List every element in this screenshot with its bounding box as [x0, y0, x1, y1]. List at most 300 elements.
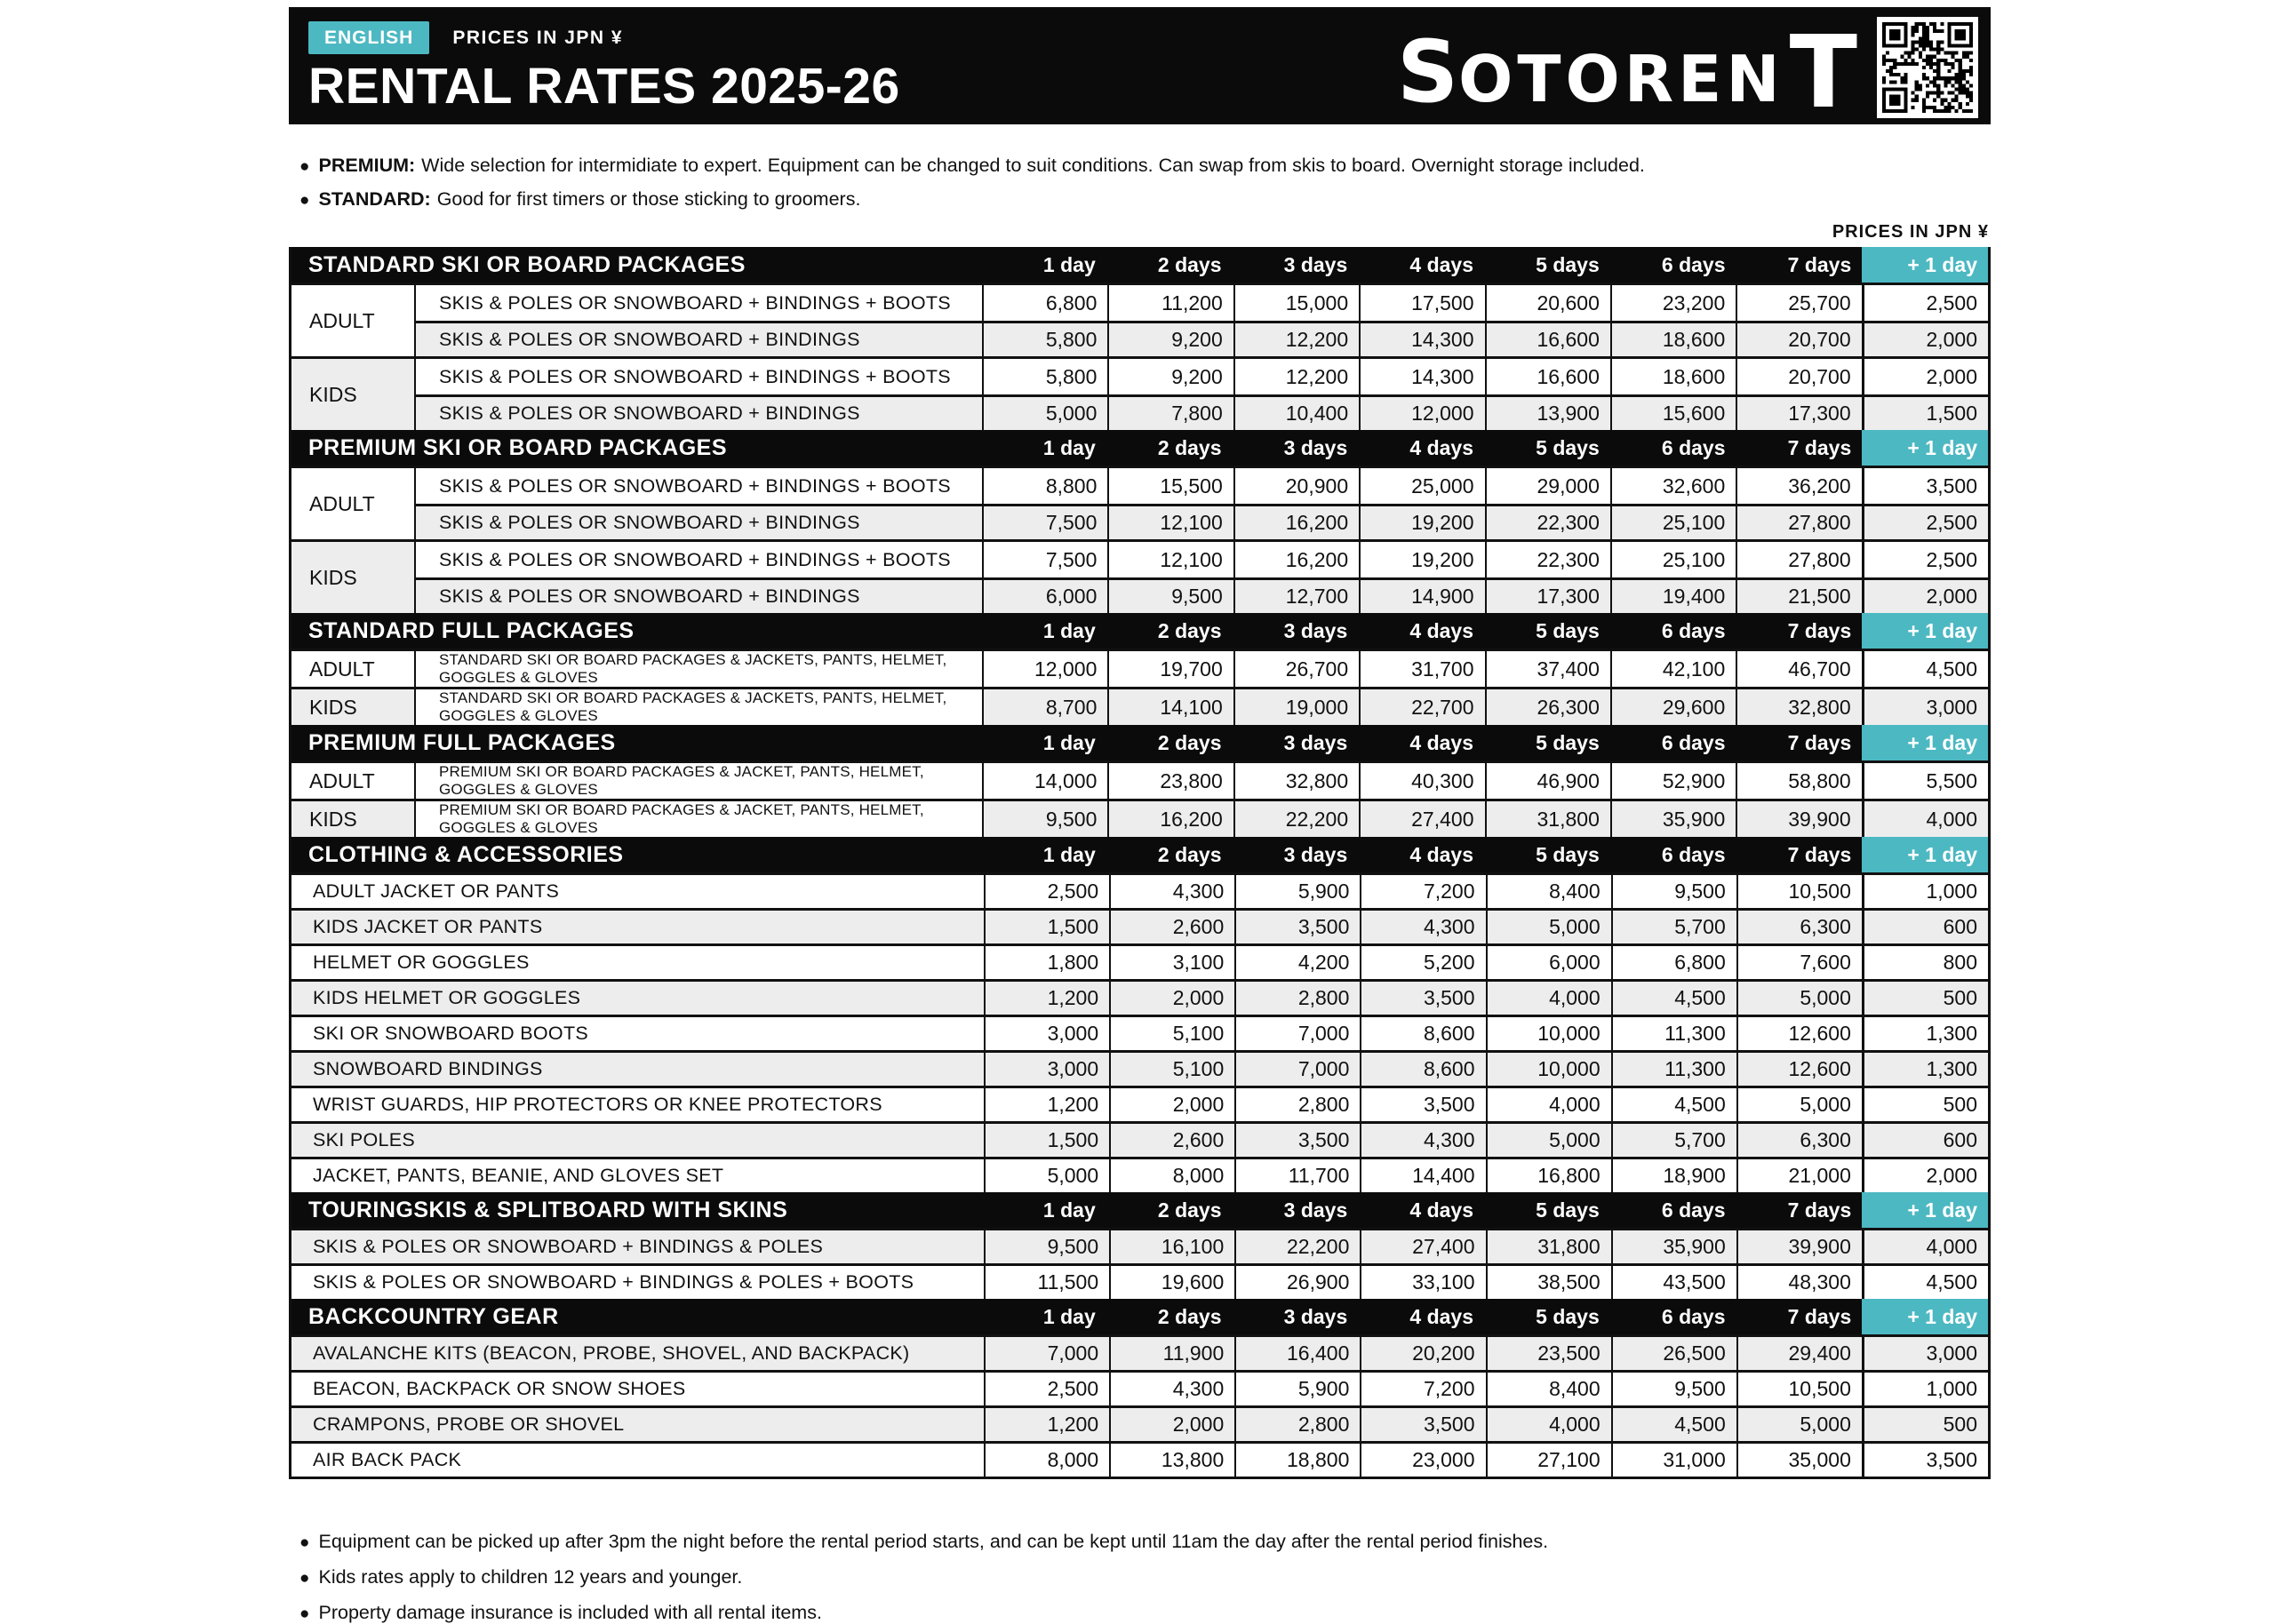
price-cell: 4,300 [1109, 1373, 1234, 1405]
price-cell: 27,800 [1736, 506, 1861, 539]
day-column-header: 6 days [1661, 618, 1726, 642]
price-cell: 25,700 [1736, 285, 1861, 321]
price-cell: 6,300 [1736, 911, 1862, 943]
price-cell: 4,000 [1486, 1088, 1611, 1121]
price-cell: 11,300 [1611, 1053, 1736, 1086]
section-title: CLOTHING & ACCESSORIES [308, 841, 624, 867]
item-description: HELMET OR GOGGLES [313, 951, 530, 973]
price-cell: 6,000 [982, 580, 1107, 613]
item-description: KIDS JACKET OR PANTS [291, 911, 984, 943]
price-cell: 2,000 [1862, 359, 1988, 394]
day-column-header: 5 days [1536, 435, 1600, 459]
footnote-line [299, 1566, 1991, 1588]
price-cell: 23,200 [1610, 285, 1736, 321]
table-section [291, 430, 1988, 613]
price-cell: 8,000 [1109, 1159, 1234, 1192]
item-description: PREMIUM SKI OR BOARD PACKAGES & JACKET, PANTS, HELMET, GOGGLES & GLOVES [416, 801, 982, 837]
day-column-header: + 1 day [1862, 430, 1988, 466]
rate-row [291, 979, 1988, 1015]
price-cell: 27,800 [1736, 542, 1861, 577]
legend-line [299, 188, 1991, 211]
price-cell: 2,000 [1109, 1408, 1234, 1441]
age-group-rows [416, 285, 1988, 356]
item-description: BEACON, BACKPACK OR SNOW SHOES [313, 1378, 686, 1399]
price-cell: 8,700 [982, 689, 1107, 725]
price-cell: 40,300 [1359, 763, 1484, 799]
price-cell: 19,000 [1233, 689, 1359, 725]
table-currency-label: PRICES IN JPN ¥ [1832, 222, 1989, 242]
price-cell: 37,400 [1485, 651, 1610, 687]
price-cell: 5,000 [1486, 1124, 1611, 1157]
rate-row [291, 1086, 1988, 1121]
price-cell: 5,000 [1486, 911, 1611, 943]
day-column-header: + 1 day [1862, 1192, 1988, 1228]
price-cell: 32,800 [1736, 689, 1861, 725]
price-cell: 5,000 [984, 1159, 1109, 1192]
price-cell: 600 [1862, 911, 1988, 943]
age-group [291, 687, 1988, 725]
day-column-header: 7 days [1787, 435, 1852, 459]
price-cell: 27,100 [1486, 1444, 1611, 1477]
rate-row [416, 359, 1988, 394]
price-cell: 5,000 [1736, 1408, 1862, 1441]
rate-row [291, 1370, 1988, 1405]
age-group-label: ADULT [291, 468, 416, 539]
price-cell: 4,300 [1360, 911, 1485, 943]
price-cell: 16,200 [1233, 542, 1359, 577]
price-cell: 32,600 [1610, 468, 1736, 504]
age-group-label: ADULT [291, 651, 416, 687]
footnote-line [299, 1531, 1991, 1553]
day-column-header: 1 day [1042, 252, 1096, 276]
price-cell: 17,300 [1736, 397, 1861, 430]
price-cell: 35,000 [1736, 1444, 1862, 1477]
price-cell: 7,800 [1107, 397, 1233, 430]
item-description: SKIS & POLES OR SNOWBOARD + BINDINGS + BOOTS [439, 291, 951, 314]
price-cell: 20,700 [1736, 359, 1861, 394]
section-header [291, 1192, 1988, 1228]
section-header [291, 613, 1988, 649]
item-description: SKI POLES [291, 1124, 984, 1157]
day-column-header: 2 days [1157, 618, 1222, 642]
price-cell: 10,000 [1486, 1017, 1611, 1050]
bullet-icon [299, 1566, 318, 1588]
price-cell: 20,200 [1360, 1337, 1485, 1370]
price-cell: 600 [1862, 1124, 1988, 1157]
price-cell: 2,000 [1862, 580, 1988, 613]
price-cell: 9,500 [1611, 1373, 1736, 1405]
header-right [1397, 15, 1982, 131]
age-group-label: KIDS [291, 689, 416, 725]
price-cell: 12,100 [1107, 542, 1233, 577]
day-column-header: 6 days [1661, 1198, 1726, 1222]
age-group [291, 539, 1988, 613]
price-cell: 11,300 [1611, 1017, 1736, 1050]
item-description: SKI OR SNOWBOARD BOOTS [313, 1023, 589, 1044]
price-cell: 17,300 [1485, 580, 1610, 613]
price-cell: 20,600 [1485, 285, 1610, 321]
day-column-header: 2 days [1157, 730, 1222, 754]
brand-letters: OTOREN [1458, 42, 1784, 116]
day-column-header: 5 days [1536, 730, 1600, 754]
price-cell: 2,000 [1862, 323, 1988, 356]
price-cell: 800 [1862, 946, 1988, 979]
day-column-header: 5 days [1536, 842, 1600, 866]
item-description: AIR BACK PACK [313, 1449, 462, 1470]
footnote-text: Kids rates apply to children 12 years and younger. [318, 1566, 743, 1588]
day-column-header: 4 days [1409, 1304, 1473, 1328]
price-cell: 2,800 [1234, 1408, 1360, 1441]
currency-note: PRICES IN JPN ¥ [452, 27, 624, 48]
rate-row [416, 763, 1988, 799]
price-cell: 5,700 [1611, 1124, 1736, 1157]
day-column-header: 6 days [1661, 1304, 1726, 1328]
price-cell: 9,500 [982, 801, 1107, 837]
age-group-rows [416, 763, 1988, 799]
price-cell: 4,000 [1862, 1230, 1988, 1263]
price-cell: 22,700 [1359, 689, 1484, 725]
price-cell: 19,200 [1359, 542, 1484, 577]
section-header [291, 247, 1988, 283]
price-cell: 8,600 [1360, 1053, 1485, 1086]
item-description: SNOWBOARD BINDINGS [291, 1053, 984, 1086]
badge-row [308, 21, 900, 54]
day-column-header: 1 day [1042, 1304, 1096, 1328]
price-cell: 2,500 [1862, 285, 1988, 321]
rate-row [416, 285, 1988, 321]
item-description: STANDARD SKI OR BOARD PACKAGES & JACKETS, PANTS, HELMET, GOGGLES & GLOVES [416, 689, 982, 725]
day-column-header: 2 days [1157, 842, 1222, 866]
price-cell: 12,700 [1233, 580, 1359, 613]
price-cell: 18,600 [1610, 323, 1736, 356]
price-cell: 4,500 [1611, 1088, 1736, 1121]
day-column-header: 1 day [1042, 618, 1096, 642]
table-section [291, 247, 1988, 430]
price-cell: 10,500 [1736, 1373, 1862, 1405]
header-left [308, 18, 900, 117]
section-title: TOURINGSKIS & SPLITBOARD WITH SKINS [308, 1197, 788, 1222]
price-cell: 1,200 [984, 1088, 1109, 1121]
price-cell: 3,500 [1862, 468, 1988, 504]
item-description: SKIS & POLES OR SNOWBOARD + BINDINGS + BOOTS [439, 548, 951, 570]
item-description: CRAMPONS, PROBE OR SHOVEL [291, 1408, 984, 1441]
item-description: SKIS & POLES OR SNOWBOARD + BINDINGS [416, 506, 982, 539]
day-column-header: + 1 day [1862, 247, 1988, 283]
price-cell: 4,500 [1611, 1408, 1736, 1441]
price-cell: 16,100 [1109, 1230, 1234, 1263]
day-column-header: 3 days [1283, 1198, 1348, 1222]
rate-row [291, 1405, 1988, 1441]
price-cell: 19,200 [1359, 506, 1484, 539]
price-cell: 6,800 [982, 285, 1107, 321]
price-cell: 27,400 [1360, 1230, 1485, 1263]
price-cell: 7,500 [982, 506, 1107, 539]
rental-rates-sheet [0, 7, 2275, 1623]
day-column-header: 6 days [1661, 252, 1726, 276]
price-cell: 26,900 [1234, 1266, 1360, 1299]
price-cell: 3,000 [1862, 689, 1988, 725]
price-cell: 10,500 [1736, 875, 1862, 908]
age-group-label: KIDS [291, 542, 416, 613]
price-cell: 22,200 [1234, 1230, 1360, 1263]
price-cell: 21,500 [1736, 580, 1861, 613]
age-group-rows [416, 689, 1988, 725]
table-section [291, 837, 1988, 1192]
price-cell: 43,500 [1611, 1266, 1736, 1299]
day-column-header: 3 days [1283, 618, 1348, 642]
price-cell: 16,200 [1233, 506, 1359, 539]
price-cell: 1,300 [1862, 1053, 1988, 1086]
section-title: BACKCOUNTRY GEAR [308, 1303, 559, 1329]
price-cell: 5,700 [1611, 911, 1736, 943]
item-description: JACKET, PANTS, BEANIE, AND GLOVES SET [313, 1165, 724, 1186]
legend-line [299, 155, 1991, 177]
age-group [291, 760, 1988, 799]
price-cell: 11,700 [1234, 1159, 1360, 1192]
price-cell: 2,000 [1109, 1088, 1234, 1121]
day-column-header: 3 days [1283, 435, 1348, 459]
price-cell: 7,600 [1736, 946, 1862, 979]
day-column-header: 7 days [1787, 1304, 1852, 1328]
price-cell: 7,000 [1234, 1053, 1360, 1086]
rate-row [416, 577, 1988, 613]
price-cell: 8,400 [1486, 1373, 1611, 1405]
rate-row [291, 1263, 1988, 1299]
day-column-header: 7 days [1787, 252, 1852, 276]
price-cell: 11,200 [1107, 285, 1233, 321]
price-cell: 1,500 [984, 911, 1109, 943]
price-cell: 2,000 [1862, 1159, 1988, 1192]
age-group [291, 799, 1988, 837]
legend [299, 155, 1991, 211]
price-cell: 3,500 [1234, 1124, 1360, 1157]
price-cell: 3,000 [984, 1017, 1109, 1050]
price-cell: 16,400 [1234, 1337, 1360, 1370]
price-cell: 27,400 [1359, 801, 1484, 837]
price-cell: 500 [1862, 1088, 1988, 1121]
rate-row [416, 542, 1988, 577]
price-cell: 12,100 [1107, 506, 1233, 539]
price-cell: 25,000 [1359, 468, 1484, 504]
price-cell: 8,000 [984, 1444, 1109, 1477]
legend-term: STANDARD: [318, 188, 431, 210]
price-cell: 14,300 [1359, 359, 1484, 394]
price-cell: 20,900 [1233, 468, 1359, 504]
price-cell: 14,400 [1360, 1159, 1485, 1192]
price-cell: 22,300 [1485, 506, 1610, 539]
day-column-header: + 1 day [1862, 613, 1988, 649]
price-cell: 29,600 [1610, 689, 1736, 725]
age-group-rows [416, 801, 1988, 837]
day-column-header: 7 days [1787, 1198, 1852, 1222]
rate-row [416, 504, 1988, 539]
price-cell: 31,000 [1611, 1444, 1736, 1477]
footnote-line [299, 1602, 1991, 1624]
price-cell: 11,500 [984, 1266, 1109, 1299]
day-column-header: 3 days [1283, 730, 1348, 754]
day-column-header: 5 days [1536, 1304, 1600, 1328]
day-column-header: 4 days [1409, 1198, 1473, 1222]
age-group-rows [416, 468, 1988, 539]
item-description: STANDARD SKI OR BOARD PACKAGES & JACKETS, PANTS, HELMET, GOGGLES & GLOVES [439, 651, 947, 686]
day-column-header: 5 days [1536, 618, 1600, 642]
price-cell: 3,500 [1360, 982, 1485, 1015]
price-cell: 1,800 [984, 946, 1109, 979]
price-cell: 29,400 [1736, 1337, 1862, 1370]
page-title: RENTAL RATES 2025-26 [308, 58, 900, 115]
price-cell: 500 [1862, 982, 1988, 1015]
age-group-label: KIDS [291, 359, 416, 430]
item-description: WRIST GUARDS, HIP PROTECTORS OR KNEE PROTECTORS [313, 1094, 882, 1115]
price-cell: 2,500 [1862, 542, 1988, 577]
price-cell: 25,100 [1610, 542, 1736, 577]
day-column-header: 6 days [1661, 435, 1726, 459]
price-cell: 4,000 [1486, 982, 1611, 1015]
rate-row [291, 1050, 1988, 1086]
price-cell: 1,000 [1862, 875, 1988, 908]
price-cell: 4,300 [1360, 1124, 1485, 1157]
day-column-header: 4 days [1409, 435, 1473, 459]
brand-letter: S [1397, 22, 1459, 122]
legend-description: Good for first timers or those sticking to groomers. [436, 188, 861, 210]
rate-row [416, 689, 1988, 725]
rate-row [291, 872, 1988, 908]
price-cell: 31,700 [1359, 651, 1484, 687]
age-group-rows [416, 359, 1988, 430]
price-cell: 6,300 [1736, 1124, 1862, 1157]
price-cell: 46,700 [1736, 651, 1861, 687]
price-cell: 8,600 [1360, 1017, 1485, 1050]
price-cell: 8,400 [1486, 875, 1611, 908]
price-cell: 5,500 [1862, 763, 1988, 799]
day-column-header: 3 days [1283, 842, 1348, 866]
price-cell: 18,900 [1611, 1159, 1736, 1192]
item-description: SKIS & POLES OR SNOWBOARD + BINDINGS [416, 397, 982, 430]
legend-term: PREMIUM: [318, 155, 416, 176]
price-cell: 2,500 [984, 875, 1109, 908]
price-cell: 19,600 [1109, 1266, 1234, 1299]
table-section [291, 1192, 1988, 1299]
rate-table [289, 247, 1991, 1479]
day-column-header: 6 days [1661, 842, 1726, 866]
price-cell: 7,000 [984, 1337, 1109, 1370]
price-cell: 23,500 [1486, 1337, 1611, 1370]
price-cell: 29,000 [1485, 468, 1610, 504]
price-cell: 5,100 [1109, 1053, 1234, 1086]
price-cell: 1,200 [984, 982, 1109, 1015]
price-cell: 36,200 [1736, 468, 1861, 504]
age-group [291, 283, 1988, 356]
price-cell: 21,000 [1736, 1159, 1862, 1192]
price-cell: 1,500 [984, 1124, 1109, 1157]
price-cell: 5,000 [1736, 982, 1862, 1015]
price-cell: 5,100 [1109, 1017, 1234, 1050]
price-cell: 5,800 [982, 359, 1107, 394]
price-cell: 500 [1862, 1408, 1988, 1441]
day-column-header: 7 days [1787, 730, 1852, 754]
section-title: PREMIUM SKI OR BOARD PACKAGES [308, 434, 728, 460]
price-cell: 2,500 [984, 1373, 1109, 1405]
price-cell: 16,600 [1485, 323, 1610, 356]
price-cell: 31,800 [1486, 1230, 1611, 1263]
price-cell: 3,500 [1360, 1408, 1485, 1441]
content-area [289, 7, 1991, 1624]
footnotes [299, 1531, 1991, 1624]
price-cell: 38,500 [1486, 1266, 1611, 1299]
price-cell: 22,200 [1233, 801, 1359, 837]
price-cell: 9,500 [1107, 580, 1233, 613]
price-cell: 5,800 [982, 323, 1107, 356]
item-description: SKIS & POLES OR SNOWBOARD + BINDINGS + BOOTS [439, 365, 951, 387]
day-column-header: 3 days [1283, 252, 1348, 276]
age-group-rows [416, 651, 1988, 687]
section-header [291, 1299, 1988, 1334]
rate-row [416, 801, 1988, 837]
price-cell: 9,200 [1107, 323, 1233, 356]
price-cell: 26,700 [1233, 651, 1359, 687]
footnote-text: Property damage insurance is included with all rental items. [318, 1602, 822, 1623]
day-column-header: 4 days [1409, 730, 1473, 754]
day-column-header: 4 days [1409, 618, 1473, 642]
price-cell: 12,000 [982, 651, 1107, 687]
day-column-header: 2 days [1157, 1198, 1222, 1222]
footnote-text: Equipment can be picked up after 3pm the night before the rental period starts, and can be kept until 11am the day after the rental period finishes. [318, 1531, 1549, 1552]
price-cell: 39,900 [1736, 801, 1861, 837]
section-title: STANDARD FULL PACKAGES [308, 617, 635, 643]
price-cell: 48,300 [1736, 1266, 1862, 1299]
day-column-header: 2 days [1157, 435, 1222, 459]
day-column-header: 2 days [1157, 252, 1222, 276]
price-cell: 5,900 [1234, 875, 1360, 908]
price-cell: 5,000 [1736, 1088, 1862, 1121]
brand-logo [1397, 15, 1857, 131]
price-cell: 23,800 [1107, 763, 1233, 799]
price-cell: 4,000 [1862, 801, 1988, 837]
table-section [291, 725, 1988, 837]
price-cell: 35,900 [1610, 801, 1736, 837]
age-group [291, 649, 1988, 687]
price-cell: 19,700 [1107, 651, 1233, 687]
day-column-header: 3 days [1283, 1304, 1348, 1328]
price-cell: 15,600 [1610, 397, 1736, 430]
age-group-label: ADULT [291, 285, 416, 356]
table-section [291, 1299, 1988, 1477]
price-cell: 7,200 [1360, 875, 1485, 908]
rate-row [291, 1334, 1988, 1370]
section-title: PREMIUM FULL PACKAGES [308, 729, 616, 755]
age-group [291, 356, 1988, 430]
price-cell: 2,600 [1109, 1124, 1234, 1157]
price-cell: 3,000 [1862, 1337, 1988, 1370]
price-cell: 4,500 [1611, 982, 1736, 1015]
price-cell: 22,300 [1485, 542, 1610, 577]
day-column-header: 7 days [1787, 618, 1852, 642]
price-cell: 16,600 [1485, 359, 1610, 394]
price-cell: 9,500 [1611, 875, 1736, 908]
price-cell: 14,900 [1359, 580, 1484, 613]
price-cell: 4,500 [1862, 651, 1988, 687]
price-cell: 33,100 [1360, 1266, 1485, 1299]
price-cell: 1,200 [984, 1408, 1109, 1441]
price-cell: 58,800 [1736, 763, 1861, 799]
day-column-header: 5 days [1536, 1198, 1600, 1222]
price-cell: 3,500 [1234, 911, 1360, 943]
age-group-rows [416, 542, 1988, 613]
age-group [291, 466, 1988, 539]
header-bar [289, 7, 1991, 131]
age-group-label: ADULT [291, 763, 416, 799]
price-cell: 4,000 [1486, 1408, 1611, 1441]
